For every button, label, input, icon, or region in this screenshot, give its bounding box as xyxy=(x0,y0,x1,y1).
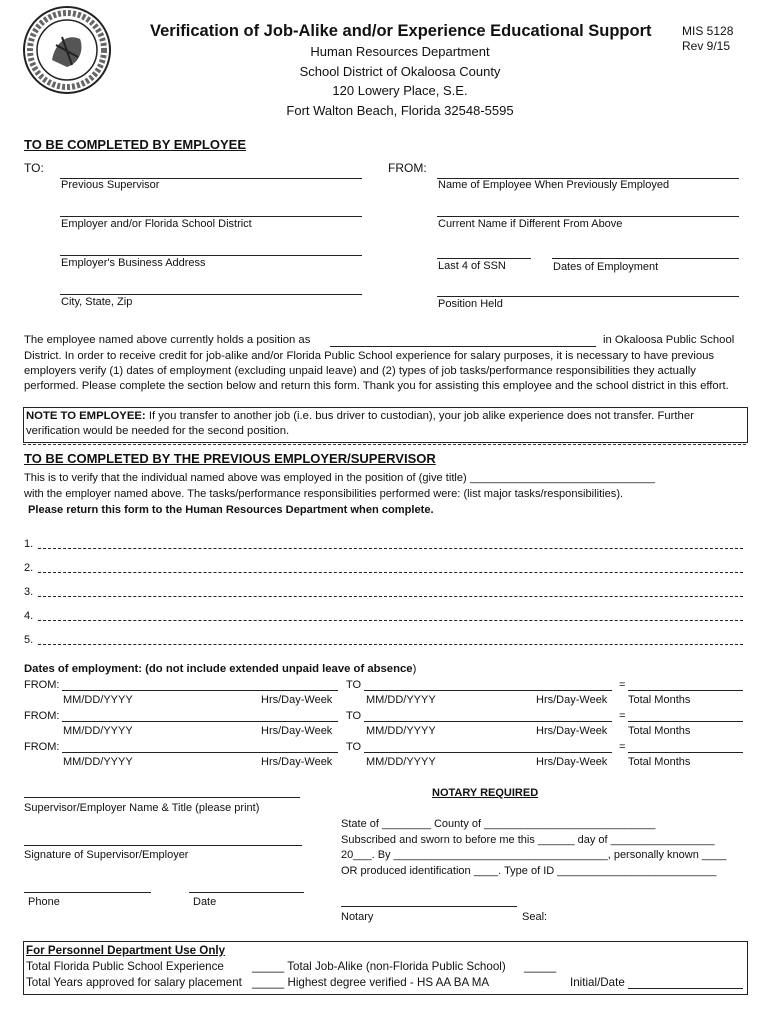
form-revision: Rev 9/15 xyxy=(682,39,731,53)
district-seal xyxy=(22,5,112,95)
total-months-label: Total Months xyxy=(628,756,691,768)
note-label: NOTE TO EMPLOYEE: xyxy=(26,410,146,422)
notary-year-by: 20___. By ___________________________________, personally known ____ xyxy=(341,849,727,861)
supervisor-section-heading: TO BE COMPLETED BY THE PREVIOUS EMPLOYER/SUPERVISOR xyxy=(24,451,436,466)
employer-district-field[interactable] xyxy=(60,216,362,217)
dates-heading-close: ) xyxy=(412,663,417,675)
date-from-field[interactable] xyxy=(62,721,338,722)
current-name-label: Current Name if Different From Above xyxy=(438,218,623,230)
phone-field[interactable] xyxy=(24,892,151,893)
task-number: 2. xyxy=(24,562,34,574)
task-number: 5. xyxy=(24,634,34,646)
equals-sign: = xyxy=(619,741,626,753)
business-address-field[interactable] xyxy=(60,255,362,256)
signature-label: Signature of Supervisor/Employer xyxy=(24,849,189,861)
ssn-label: Last 4 of SSN xyxy=(438,260,506,272)
note-to-employee xyxy=(26,409,742,439)
equals-sign: = xyxy=(619,679,626,691)
verify-text-2: with the employer named above. The tasks/performance responsibilities performed were: (list major tasks/responsibilities). xyxy=(24,488,624,500)
task-field[interactable] xyxy=(38,644,743,645)
hr-department: Human Resources Department xyxy=(310,44,490,59)
notary-heading: NOTARY REQUIRED xyxy=(432,787,539,799)
phone-label: Phone xyxy=(28,896,60,908)
total-months-field[interactable] xyxy=(628,721,743,722)
name-when-employed-label: Name of Employee When Previously Employed xyxy=(438,179,670,191)
school-district: School District of Okaloosa County xyxy=(299,64,501,79)
total-months-label: Total Months xyxy=(628,725,691,737)
date-from-label: FROM: xyxy=(24,741,60,753)
previous-supervisor-label: Previous Supervisor xyxy=(61,179,160,191)
date-format: MM/DD/YYYY xyxy=(366,725,436,737)
personnel-job-alike-blank: _____ xyxy=(524,960,557,973)
position-held-field[interactable] xyxy=(437,296,739,297)
section-divider xyxy=(23,444,746,445)
paragraph-intro-end: in Okaloosa Public School xyxy=(603,334,735,346)
supervisor-name-label: Supervisor/Employer Name & Title (please print) xyxy=(24,802,260,814)
total-months-field[interactable] xyxy=(628,690,743,691)
total-months-field[interactable] xyxy=(628,752,743,753)
task-field[interactable] xyxy=(38,620,743,621)
dates-heading xyxy=(24,663,416,675)
task-field[interactable] xyxy=(38,596,743,597)
city-state-zip-label: City, State, Zip xyxy=(61,296,133,308)
current-name-field[interactable] xyxy=(437,216,739,217)
position-held-label: Position Held xyxy=(438,298,503,310)
address-line-1: 120 Lowery Place, S.E. xyxy=(332,83,468,98)
address-line-2: Fort Walton Beach, Florida 32548-5595 xyxy=(286,103,514,118)
personnel-fl-experience: Total Florida Public School Experience xyxy=(26,960,224,973)
dates-employment-field[interactable] xyxy=(552,258,739,259)
notary-seal-label: Seal: xyxy=(522,911,548,923)
verify-text-1: This is to verify that the individual named above was employed in the position of (give title) ______________________________ xyxy=(24,472,655,484)
task-number: 4. xyxy=(24,610,34,622)
employee-section-heading: TO BE COMPLETED BY EMPLOYEE xyxy=(24,137,246,152)
date-to-label: TO xyxy=(346,741,362,753)
task-field[interactable] xyxy=(38,572,743,573)
date-from-field[interactable] xyxy=(62,752,338,753)
hrs-label: Hrs/Day-Week xyxy=(536,756,608,768)
hrs-label: Hrs/Day-Week xyxy=(261,756,333,768)
signature-field[interactable] xyxy=(24,845,302,846)
notary-state-county: State of ________ County of ____________________________ xyxy=(341,818,656,830)
total-months-label: Total Months xyxy=(628,694,691,706)
date-field[interactable] xyxy=(189,892,304,893)
paragraph-body: District. In order to receive credit for job-alike and/or Florida Public School experience for salary purposes, it is necessary to have previous employers verify (1) dates of employment (excluding unpaid leave) and (2) types of job tasks/performance responsibilities they actually performed. Please complete the section below and return this form. Thank you for assisting this employee and the school district in this effort. xyxy=(24,350,729,393)
date-from-label: FROM: xyxy=(24,679,60,691)
current-position-field[interactable] xyxy=(330,346,596,347)
notary-identification: OR produced identification ____. Type of ID __________________________ xyxy=(341,865,717,877)
date-to-field[interactable] xyxy=(364,721,612,722)
hrs-label: Hrs/Day-Week xyxy=(261,694,333,706)
to-label: TO: xyxy=(24,161,44,175)
business-address-label: Employer's Business Address xyxy=(61,257,206,269)
date-from-label: FROM: xyxy=(24,710,60,722)
date-format: MM/DD/YYYY xyxy=(366,756,436,768)
equals-sign: = xyxy=(619,710,626,722)
personnel-heading: For Personnel Department Use Only xyxy=(26,944,226,957)
personnel-job-alike: _____ Total Job-Alike (non-Florida Public School) xyxy=(252,960,506,973)
date-format: MM/DD/YYYY xyxy=(366,694,436,706)
date-from-field[interactable] xyxy=(62,690,338,691)
return-instructions: Please return this form to the Human Resources Department when complete. xyxy=(28,504,434,516)
city-state-zip-field[interactable] xyxy=(60,294,362,295)
initial-date-field[interactable] xyxy=(628,988,743,989)
personnel-years-approved: Total Years approved for salary placement xyxy=(26,976,242,989)
task-number: 1. xyxy=(24,538,34,550)
task-number: 3. xyxy=(24,586,34,598)
notary-subscribed: Subscribed and sworn to before me this ______ day of _________________ xyxy=(341,834,715,846)
ssn-field[interactable] xyxy=(437,258,531,259)
date-to-field[interactable] xyxy=(364,752,612,753)
hrs-label: Hrs/Day-Week xyxy=(536,725,608,737)
personnel-initial-date: Initial/Date xyxy=(570,976,625,989)
date-format: MM/DD/YYYY xyxy=(63,725,133,737)
note-text: If you transfer to another job (i.e. bus driver to custodian), your job alike experience does not transfer. Further verification would be needed for the second position. xyxy=(26,410,694,438)
dates-heading-text: Dates of employment: (do not include extended unpaid leave of absence xyxy=(24,663,413,675)
from-label: FROM: xyxy=(388,161,427,175)
paragraph-intro: The employee named above currently holds a position as xyxy=(24,334,311,346)
personnel-highest-degree: _____ Highest degree verified - HS AA BA MA xyxy=(252,976,490,989)
date-format: MM/DD/YYYY xyxy=(63,756,133,768)
supervisor-name-field[interactable] xyxy=(24,797,300,798)
form-number: MIS 5128 xyxy=(682,24,734,38)
task-field[interactable] xyxy=(38,548,743,549)
hrs-label: Hrs/Day-Week xyxy=(536,694,608,706)
notary-label: Notary xyxy=(341,911,374,923)
date-format: MM/DD/YYYY xyxy=(63,694,133,706)
form-title: Verification of Job-Alike and/or Experience Educational Support xyxy=(150,22,652,40)
hrs-label: Hrs/Day-Week xyxy=(261,725,333,737)
date-to-field[interactable] xyxy=(364,690,612,691)
dates-employment-label: Dates of Employment xyxy=(553,261,659,273)
notary-signature-field[interactable] xyxy=(341,906,517,907)
date-to-label: TO xyxy=(346,710,362,722)
employer-district-label: Employer and/or Florida School District xyxy=(61,218,252,230)
date-label: Date xyxy=(193,896,217,908)
date-to-label: TO xyxy=(346,679,362,691)
